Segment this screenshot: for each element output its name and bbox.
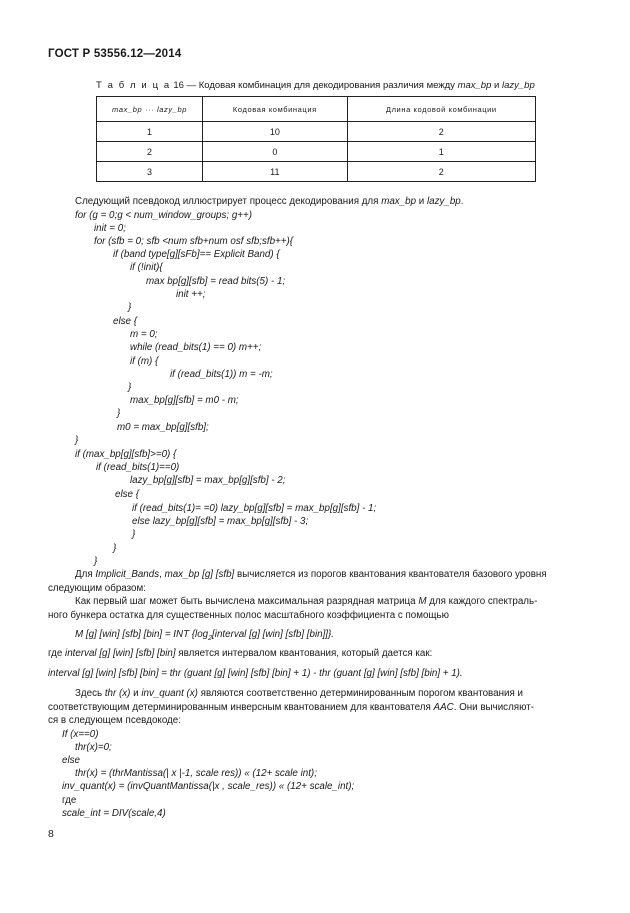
table-cell: 2 [347, 162, 535, 182]
table-caption [96, 80, 535, 91]
code-line: if (read_bits(1)==0) [96, 462, 180, 473]
table-header-difference: max_bp ··· lazy_bp [97, 97, 203, 122]
var-thr: thr (x) [104, 688, 131, 699]
code-line: while (read_bits(1) == 0) m++; [130, 342, 262, 353]
text: и [130, 688, 142, 699]
paragraph-line: ся в следующем псевдокоде: [48, 715, 181, 726]
intro-paragraph [75, 196, 463, 208]
text: Для [75, 569, 96, 580]
paragraph-first-step [75, 596, 537, 608]
table-header-length: Длина кодовой комбинации [347, 97, 535, 122]
code-line: init ++; [176, 289, 206, 300]
table-header-row [97, 97, 536, 122]
code-line: m0 = max_bp[g][sfb]; [117, 422, 209, 433]
text: является интервалом квантования, который дается как: [175, 648, 433, 659]
table-row [97, 162, 536, 182]
text: соответствующим детерминированным инверсным квантованием для квантователя [48, 702, 434, 713]
code-line: } [128, 382, 132, 393]
code-line: lazy_bp[g][sfb] = max_bp[g][sfb] - 2; [130, 475, 286, 486]
intro-end: . [460, 196, 464, 207]
code-line: for (g = 0;g < num_window_groups; g++) [75, 210, 252, 221]
text: , [159, 569, 165, 580]
code-line: inv_quant(x) = (invQuantMantissa(|x , scale_res)) « (12+ scale_int); [62, 781, 355, 792]
code-line: } [113, 543, 117, 554]
table-row [97, 122, 536, 142]
code-line: if (!init){ [130, 262, 163, 273]
var-m: M [418, 596, 427, 607]
code-line: init = 0; [94, 223, 126, 234]
code-line: if (max_bp[g][sfb]>=0) { [75, 449, 177, 460]
code-line: else { [115, 489, 139, 500]
paragraph-interval [48, 648, 432, 660]
paragraph-thr [75, 688, 523, 700]
standard-header: ГОСТ Р 53556.12—2014 [48, 48, 182, 60]
code-line: else [62, 755, 80, 766]
table-cell: 2 [97, 142, 203, 162]
var-aac: AAC [433, 702, 454, 713]
page-number: 8 [48, 828, 54, 840]
code-line: } [128, 302, 132, 313]
formula-interval: interval [g] [win] [sfb] [bin] = thr (guant [g] [win] [sfb] [bin] + 1) - thr (guant [g] [win] [sfb] [bin] + 1). [48, 668, 463, 679]
code-line: m = 0; [130, 329, 158, 340]
table-cell: 11 [203, 162, 348, 182]
caption-var-max-bp: max_bp [457, 80, 492, 91]
formula-subscript: 2 [208, 634, 213, 642]
formula-max-bitplane [75, 629, 334, 645]
code-line: scale_int = DIV(scale,4) [62, 808, 166, 819]
table-cell: 1 [97, 122, 203, 142]
code-line: } [132, 529, 136, 540]
table-cell: 0 [203, 142, 348, 162]
table-cell: 1 [347, 142, 535, 162]
code-line: thr(x)=0; [75, 742, 112, 753]
code-line: else lazy_bp[g][sfb] = max_bp[g][sfb] - 3; [132, 516, 309, 527]
text: вычисляется из порогов квантования квантователя базового уровня [234, 569, 547, 580]
paragraph-line [48, 702, 534, 714]
table-cell: 3 [97, 162, 203, 182]
text: Здесь [75, 688, 105, 699]
code-line: } [75, 435, 79, 446]
code-line: if (read_bits(1)= =0) lazy_bp[g][sfb] = max_bp[g][sfb] - 1; [132, 503, 377, 514]
code-line: } [117, 408, 121, 419]
code-line: if (band type[g][sFb]== Explicit Band) { [113, 249, 280, 260]
intro-var-lazy-bp: lazy_bp [426, 196, 461, 207]
code-line: thr(x) = (thrMantissa(| x |-1, scale res)) « (12+ scale int); [75, 768, 317, 779]
paragraph-line: следующим образом: [48, 583, 146, 594]
intro-and: и [416, 196, 427, 207]
paragraph-implicit-bands [75, 569, 547, 581]
var-inv-quant: inv_quant (x) [141, 688, 198, 699]
intro-var-max-bp: max_bp [381, 196, 417, 207]
var-implicit-bands: Implicit_Bands [95, 569, 160, 580]
code-line: If (x==0) [62, 729, 99, 740]
var-interval: interval [g] [win] [sfb] [bin] [65, 648, 176, 659]
text: где [48, 648, 66, 659]
code-line: max_bp[g][sfb] = m0 - m; [130, 395, 239, 406]
caption-text: 16 — Кодовая комбинация для декодирования различия между [170, 80, 458, 91]
code-line: max bp[g][sfb] = read bits(5) - 1; [146, 276, 286, 287]
intro-text: Следующий псевдокод иллюстрирует процесс декодирования для [75, 196, 382, 207]
code-line: else { [113, 316, 137, 327]
table-row [97, 142, 536, 162]
caption-prefix: Т а б л и ц а [96, 80, 171, 91]
formula-text: M [g] [win] [sfb] [bin] = INT {log [75, 629, 209, 640]
caption-and: и [491, 80, 502, 91]
formula-text: [interval [g] [win] [sfb] [bin]]}. [212, 629, 335, 640]
code-line: if (m) { [130, 356, 159, 367]
table-header-code: Кодовая комбинация [203, 97, 348, 122]
table-cell: 10 [203, 122, 348, 142]
table-cell: 2 [347, 122, 535, 142]
text: Как первый шаг может быть вычислена максимальная разрядная матрица [75, 596, 419, 607]
var-max-bp: max_bp [g] [sfb] [164, 569, 235, 580]
code-combination-table [96, 96, 536, 182]
code-line: } [94, 556, 98, 567]
text: . Они вычисляют- [453, 702, 534, 713]
paragraph-line: ного бункера остатка для существенных полос масштабного коэффициента с помощью [48, 610, 449, 621]
text: являются соответственно детерминированным порогом квантования и [197, 688, 523, 699]
text: для каждого спектраль- [426, 596, 538, 607]
code-line: где [62, 795, 77, 806]
code-line: for (sfb = 0; sfb <num sfb+num osf sfb;sfb++){ [94, 236, 294, 247]
caption-var-lazy-bp: lazy_bp [501, 80, 535, 91]
code-line: if (read_bits(1)) m = -m; [170, 369, 273, 380]
